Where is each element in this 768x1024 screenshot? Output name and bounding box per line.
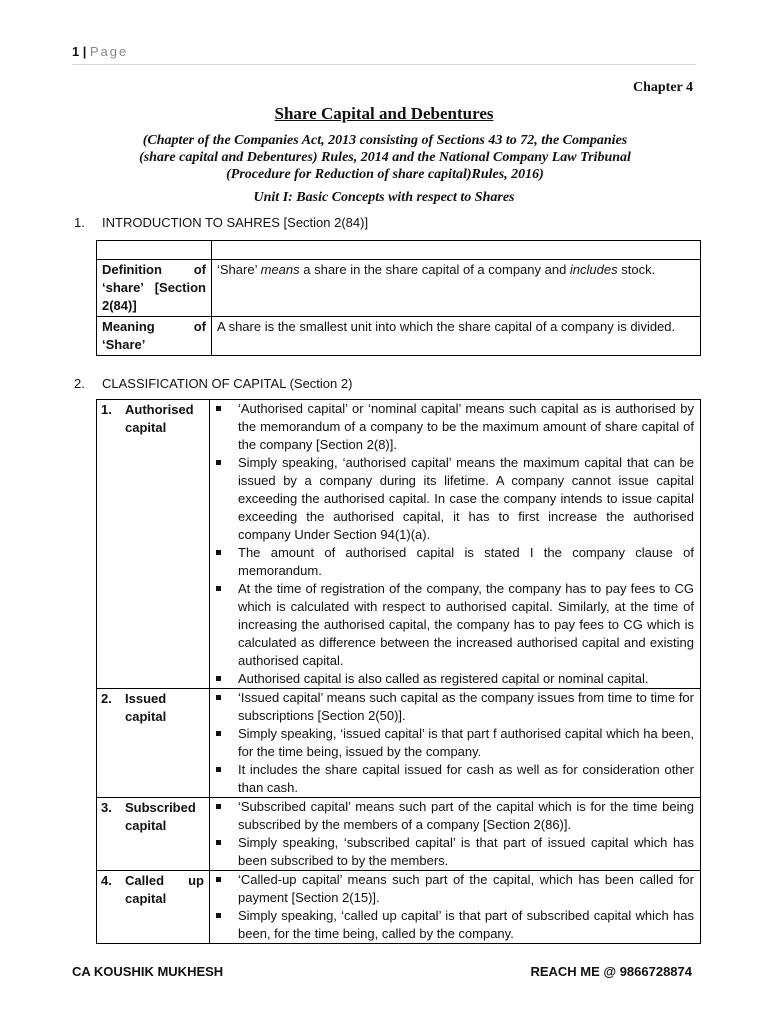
- bullet-item: [214, 834, 694, 870]
- text-run: stock.: [617, 262, 656, 277]
- text-run-italic: includes: [569, 262, 618, 277]
- square-bullet-icon: [216, 731, 221, 736]
- label-line: Meaning of: [102, 319, 206, 334]
- bullet-item: [214, 907, 694, 943]
- bullet-text: ‘Authorised capital’ or ‘nominal capital’ means such capital as is authorised by the memorandum of a company to be the maximum amount of share capital of the company [Section 2(8)].: [238, 401, 694, 452]
- section-1-heading: [74, 215, 368, 230]
- meaning-text: A share is the smallest unit into which the share capital of a company is divided.: [212, 317, 701, 356]
- capital-classification-table: [96, 399, 701, 944]
- bullet-list: [214, 798, 694, 870]
- capital-type-label: [97, 689, 210, 798]
- label-line: Subscribed: [125, 800, 196, 815]
- bullet-text: ‘Issued capital’ means such capital as the company issues from time to time for subscriptions [Section 2(50)].: [238, 690, 694, 723]
- subtitle-line: (share capital and Debentures) Rules, 2014 and the National Company Law Tribunal: [139, 150, 631, 165]
- section-title: INTRODUCTION TO SAHRES [Section 2(84)]: [102, 215, 369, 230]
- square-bullet-icon: [216, 550, 221, 555]
- bullet-text: ‘Called-up capital’ means such part of the capital, which has been called for payment [Section 2(15)].: [238, 872, 694, 905]
- table-cell: [212, 241, 701, 260]
- square-bullet-icon: [216, 840, 221, 845]
- table-row: [97, 260, 701, 317]
- page-separator: |: [82, 44, 87, 59]
- table-row: [97, 241, 701, 260]
- bullet-item: [214, 798, 694, 834]
- label-line: Issued: [125, 691, 167, 706]
- row-number: 4.: [101, 873, 112, 888]
- bullet-item: [214, 761, 694, 797]
- bullet-text: Simply speaking, ‘called up capital’ is that part of subscribed capital which has been, for the time being, called by the company.: [238, 908, 694, 941]
- label-line: 2(84)]: [102, 298, 137, 313]
- meaning-label: [97, 317, 212, 356]
- bullet-text: It includes the share capital issued for cash as well as for consideration other than cash.: [238, 762, 694, 795]
- label-line: Authorised: [125, 402, 194, 417]
- label-line: capital: [125, 818, 167, 833]
- bullet-item: [214, 544, 694, 580]
- page-number: 1: [72, 44, 80, 59]
- table-cell: [97, 241, 212, 260]
- label-line: capital: [125, 420, 167, 435]
- capital-type-label: [97, 400, 210, 689]
- bullet-list: [214, 689, 694, 797]
- label-line: capital: [125, 891, 167, 906]
- row-number: 2.: [101, 691, 112, 706]
- bullet-item: [214, 689, 694, 725]
- bullet-text: ‘Subscribed capital’ means such part of the capital which is for the time being subscribed by the members of a company [Section 2(86)].: [238, 799, 694, 832]
- square-bullet-icon: [216, 406, 221, 411]
- bullet-text: Simply speaking, ‘subscribed capital’ is that part of issued capital which has been subscribed to by the members.: [238, 835, 694, 868]
- label-line: Called up: [125, 873, 204, 888]
- page-word: Page: [89, 44, 129, 59]
- table-row: [97, 317, 701, 356]
- subtitle: [80, 132, 690, 183]
- bullet-item: [214, 670, 694, 688]
- text-run: a share in the share capital of a company and: [299, 262, 570, 277]
- chapter-label: Chapter 4: [632, 80, 693, 95]
- square-bullet-icon: [216, 877, 221, 882]
- table-row: [97, 400, 701, 689]
- unit-heading: Unit I: Basic Concepts with respect to Shares: [253, 190, 515, 205]
- bullet-list: [214, 871, 694, 943]
- label-line: ‘share’ [Section: [102, 280, 206, 295]
- section-2-heading: [74, 376, 352, 391]
- capital-type-description: [210, 871, 701, 944]
- capital-type-label: [97, 871, 210, 944]
- square-bullet-icon: [216, 460, 221, 465]
- square-bullet-icon: [216, 804, 221, 809]
- bullet-text: At the time of registration of the company, the company has to pay fees to CG which is calculated with respect to authorised capital. Similarly, at the time of increasing the authorised capital, the company has to pay fees to CG which is calculated as difference between the increased authorised capital and existing authorised capital.: [238, 581, 694, 668]
- section-title: CLASSIFICATION OF CAPITAL (Section 2): [102, 376, 353, 391]
- share-definition-table: [96, 240, 701, 356]
- square-bullet-icon: [216, 767, 221, 772]
- bullet-list: [214, 400, 694, 688]
- header-divider: [72, 64, 696, 65]
- definition-text: [212, 260, 701, 317]
- bullet-item: [214, 400, 694, 454]
- subtitle-line: (Chapter of the Companies Act, 2013 consisting of Sections 43 to 72, the Companies: [142, 133, 628, 148]
- table-row: [97, 871, 701, 944]
- row-number: 3.: [101, 800, 112, 815]
- row-number: 1.: [101, 402, 112, 417]
- square-bullet-icon: [216, 586, 221, 591]
- bullet-text: The amount of authorised capital is stated I the company clause of memorandum.: [238, 545, 694, 578]
- bullet-item: [214, 580, 694, 670]
- label-line: capital: [125, 709, 167, 724]
- bullet-item: [214, 871, 694, 907]
- definition-label: [97, 260, 212, 317]
- table-row: [97, 689, 701, 798]
- text-run: ‘Share’: [217, 262, 261, 277]
- square-bullet-icon: [216, 676, 221, 681]
- section-number: 2.: [74, 376, 85, 391]
- table-row: [97, 798, 701, 871]
- capital-type-description: [210, 400, 701, 689]
- page-title: Share Capital and Debentures: [274, 104, 494, 123]
- capital-type-label: [97, 798, 210, 871]
- capital-type-description: [210, 798, 701, 871]
- page-header: [72, 44, 128, 59]
- square-bullet-icon: [216, 695, 221, 700]
- subtitle-line: (Procedure for Reduction of share capital)Rules, 2016): [226, 167, 544, 182]
- square-bullet-icon: [216, 913, 221, 918]
- bullet-text: Simply speaking, ‘issued capital’ is that part f authorised capital which ha been, for the time being, issued by the company.: [238, 726, 694, 759]
- bullet-text: Authorised capital is also called as registered capital or nominal capital.: [238, 671, 649, 686]
- bullet-text: Simply speaking, ‘authorised capital’ means the maximum capital that can be issued by a company during its lifetime. A company cannot issue capital exceeding the authorised capital. In case the company intends to issue capital exceeding the authorised capital, it has to first increase the authorised company Under Section 94(1)(a).: [238, 455, 694, 542]
- label-line: Definition of: [102, 262, 206, 277]
- bullet-item: [214, 725, 694, 761]
- text-run-italic: means: [260, 262, 300, 277]
- label-line: ‘Share’: [102, 337, 146, 352]
- footer-contact: REACH ME @ 9866728874: [530, 964, 692, 979]
- section-number: 1.: [74, 215, 85, 230]
- footer-author: CA KOUSHIK MUKHESH: [72, 964, 224, 979]
- capital-type-description: [210, 689, 701, 798]
- bullet-item: [214, 454, 694, 544]
